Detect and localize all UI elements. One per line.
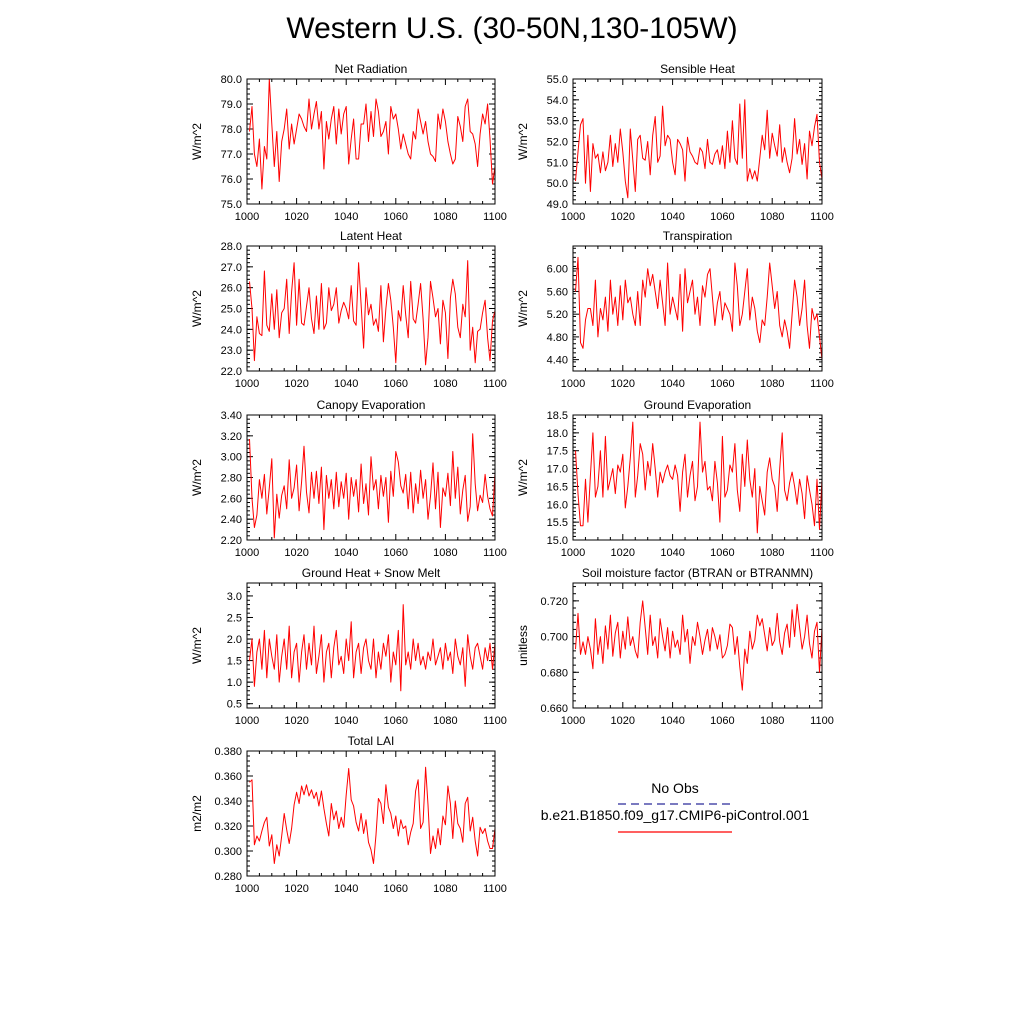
panel-title: Ground Evaporation	[643, 398, 752, 412]
x-tick-label: 1060	[383, 211, 409, 223]
panel-3	[190, 229, 507, 390]
x-tick-label: 1040	[333, 715, 359, 727]
x-tick-label: 1040	[660, 715, 685, 727]
y-tick-label: 2.60	[220, 493, 242, 506]
y-tick-label: 3.20	[220, 430, 242, 443]
x-tick-label: 1040	[333, 883, 359, 895]
y-tick-label: 5.60	[546, 286, 568, 299]
x-tick-label: 1100	[483, 211, 507, 223]
y-tick-label: 54.0	[546, 94, 568, 107]
y-tick-label: 0.720	[540, 595, 568, 608]
y-tick-label: 51.0	[546, 157, 568, 170]
y-tick-label: 50.0	[546, 178, 568, 191]
x-tick-label: 1080	[433, 547, 458, 559]
x-tick-label: 1080	[433, 715, 458, 727]
y-tick-label: 0.380	[214, 746, 242, 758]
plot-frame	[247, 583, 495, 708]
y-tick-label: 79.0	[220, 99, 242, 111]
y-axis-label: W/m^2	[190, 627, 204, 664]
y-tick-label: 0.300	[214, 846, 242, 858]
x-tick-label: 1020	[284, 378, 309, 390]
x-tick-label: 1100	[483, 883, 507, 895]
y-tick-label: 17.5	[546, 445, 568, 458]
y-tick-label: 15.0	[546, 535, 568, 547]
y-tick-label: 80.0	[220, 74, 242, 86]
y-axis-label: W/m^2	[190, 459, 204, 496]
x-tick-label: 1100	[810, 715, 834, 727]
x-tick-label: 1060	[710, 715, 735, 727]
x-tick-label: 1020	[610, 211, 636, 223]
y-axis-label: m2/m2	[190, 795, 204, 832]
panel-title: Net Radiation	[334, 62, 408, 76]
y-tick-label: 75.0	[220, 199, 242, 211]
series-line	[576, 422, 823, 533]
series-line	[250, 261, 496, 365]
y-tick-label: 23.0	[220, 345, 242, 358]
y-tick-label: 1.5	[226, 655, 242, 668]
x-tick-label: 1060	[710, 547, 735, 559]
panel-title: Ground Heat + Snow Melt	[301, 566, 441, 580]
x-tick-label: 1020	[284, 715, 309, 727]
y-tick-label: 25.0	[220, 303, 242, 316]
plot-frame	[247, 415, 495, 540]
x-tick-label: 1040	[333, 211, 359, 223]
panel-title: Transpiration	[662, 229, 733, 243]
y-tick-label: 49.0	[546, 199, 568, 211]
x-tick-label: 1020	[610, 547, 636, 559]
x-tick-label: 1060	[383, 378, 409, 390]
y-tick-label: 22.0	[220, 366, 242, 378]
y-tick-label: 3.00	[220, 451, 242, 464]
y-tick-label: 4.40	[546, 354, 568, 367]
y-tick-label: 24.0	[220, 324, 242, 337]
x-tick-label: 1020	[610, 715, 636, 727]
panel-2	[516, 62, 834, 223]
legend-label-no-obs: No Obs	[651, 780, 699, 796]
panel-title: Latent Heat	[339, 229, 403, 243]
y-tick-label: 0.280	[214, 871, 242, 883]
y-tick-label: 53.0	[546, 115, 568, 128]
y-tick-label: 0.360	[214, 771, 242, 783]
y-tick-label: 55.0	[546, 74, 568, 86]
legend-model-run	[520, 807, 830, 840]
legend-line-model-run	[520, 823, 830, 837]
y-tick-label: 76.0	[220, 174, 242, 186]
y-tick-label: 4.80	[546, 331, 568, 344]
panel-6	[516, 398, 834, 559]
panel-5	[190, 398, 507, 559]
y-tick-label: 28.0	[220, 241, 242, 253]
y-tick-label: 2.20	[220, 535, 242, 547]
x-tick-label: 1000	[234, 547, 260, 559]
y-tick-label: 16.0	[546, 499, 568, 512]
y-tick-label: 6.00	[546, 263, 568, 276]
panel-1	[190, 62, 507, 223]
panel-title: Canopy Evaporation	[316, 398, 426, 412]
y-tick-label: 2.0	[226, 634, 242, 647]
x-tick-label: 1100	[483, 547, 507, 559]
y-tick-label: 2.40	[220, 514, 242, 527]
series-line	[250, 605, 496, 691]
y-axis-label: W/m^2	[516, 459, 530, 496]
x-tick-label: 1060	[383, 547, 409, 559]
x-tick-label: 1080	[433, 211, 458, 223]
x-tick-label: 1100	[810, 211, 834, 223]
y-tick-label: 2.5	[226, 612, 242, 625]
x-tick-label: 1000	[560, 211, 586, 223]
x-tick-label: 1020	[284, 883, 309, 895]
y-tick-label: 52.0	[546, 136, 568, 149]
y-tick-label: 18.5	[546, 410, 568, 422]
y-tick-label: 0.5	[226, 698, 242, 711]
plot-frame	[573, 583, 822, 708]
x-tick-label: 1000	[234, 378, 260, 390]
x-tick-label: 1020	[284, 211, 309, 223]
x-tick-label: 1040	[333, 378, 359, 390]
y-axis-label: W/m^2	[190, 123, 204, 160]
y-tick-label: 1.0	[226, 677, 242, 690]
x-tick-label: 1060	[383, 715, 409, 727]
y-axis-label: W/m^2	[190, 290, 204, 327]
y-tick-label: 16.5	[546, 481, 568, 494]
x-tick-label: 1000	[560, 378, 586, 390]
y-tick-label: 26.0	[220, 282, 242, 295]
x-tick-label: 1100	[483, 715, 507, 727]
series-line	[250, 434, 496, 538]
y-tick-label: 77.0	[220, 149, 242, 161]
panel-title: Sensible Heat	[660, 62, 735, 76]
y-tick-label: 0.340	[214, 796, 242, 808]
plot-frame	[573, 79, 822, 204]
y-tick-label: 0.320	[214, 821, 242, 833]
panel-9	[190, 734, 507, 895]
y-tick-label: 15.5	[546, 517, 568, 530]
panel-title: Total LAI	[347, 734, 395, 748]
series-line	[576, 257, 823, 359]
panel-title: Soil moisture factor (BTRAN or BTRANMN)	[581, 566, 814, 580]
y-tick-label: 27.0	[220, 261, 242, 274]
x-tick-label: 1060	[710, 211, 735, 223]
y-tick-label: 3.0	[226, 590, 242, 603]
x-tick-label: 1040	[333, 547, 359, 559]
x-tick-label: 1100	[483, 378, 507, 390]
plot-frame	[247, 79, 495, 204]
y-tick-label: 2.80	[220, 472, 242, 485]
y-tick-label: 0.660	[540, 703, 568, 715]
x-tick-label: 1020	[610, 378, 636, 390]
x-tick-label: 1040	[660, 378, 685, 390]
y-tick-label: 78.0	[220, 124, 242, 136]
x-tick-label: 1000	[234, 883, 260, 895]
x-tick-label: 1100	[810, 378, 834, 390]
y-axis-label: W/m^2	[516, 123, 530, 160]
series-line	[576, 601, 823, 690]
y-tick-label: 3.40	[220, 410, 242, 422]
page-title: Western U.S. (30-50N,130-105W)	[286, 12, 738, 45]
panel-7	[190, 566, 507, 727]
y-axis-label: unitless	[516, 625, 530, 666]
panel-8	[516, 566, 834, 727]
x-tick-label: 1000	[234, 715, 260, 727]
series-line	[576, 100, 823, 198]
legend-label-model-run: b.e21.B1850.f09_g17.CMIP6-piControl.001	[540, 807, 810, 823]
y-tick-label: 18.0	[546, 427, 568, 440]
x-tick-label: 1060	[710, 378, 735, 390]
x-tick-label: 1080	[433, 883, 458, 895]
x-tick-label: 1000	[560, 547, 586, 559]
panel-4	[516, 229, 834, 390]
y-tick-label: 5.20	[546, 309, 568, 322]
y-tick-label: 17.0	[546, 463, 568, 476]
y-tick-label: 0.680	[540, 667, 568, 680]
x-tick-label: 1040	[660, 547, 685, 559]
x-tick-label: 1080	[759, 378, 785, 390]
series-line	[250, 767, 496, 863]
x-tick-label: 1080	[433, 378, 458, 390]
x-tick-label: 1040	[660, 211, 685, 223]
x-tick-label: 1080	[759, 547, 785, 559]
y-tick-label: 0.700	[540, 631, 568, 644]
x-tick-label: 1000	[560, 715, 586, 727]
x-tick-label: 1060	[383, 883, 409, 895]
x-tick-label: 1080	[759, 715, 785, 727]
series-line	[250, 79, 496, 189]
x-tick-label: 1020	[284, 547, 309, 559]
plot-frame	[573, 246, 822, 371]
x-tick-label: 1000	[234, 211, 260, 223]
x-tick-label: 1100	[810, 547, 834, 559]
y-axis-label: W/m^2	[516, 290, 530, 327]
x-tick-label: 1080	[759, 211, 785, 223]
